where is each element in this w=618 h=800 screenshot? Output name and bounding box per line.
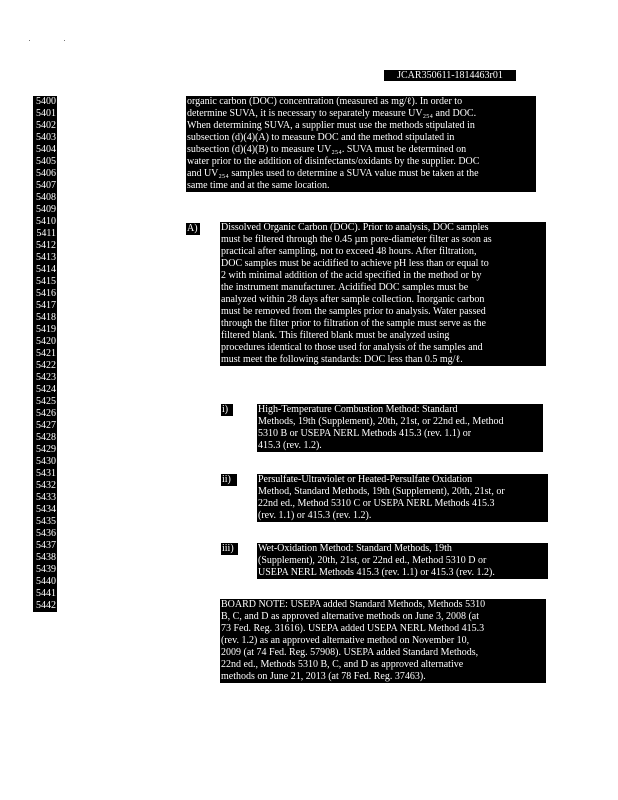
text-line: Persulfate-Ultraviolet or Heated-Persulfate Oxidation: [258, 474, 473, 485]
text-line: B, C, and D as approved alternative methods on June 3, 2008 (at: [221, 611, 479, 622]
line-number: 5417: [33, 300, 57, 312]
line-number: 5423: [33, 372, 57, 384]
line-number: 5421: [33, 348, 57, 360]
text-line: (Supplement), 20th, 21st, or 22nd ed., Method 5310 D or: [258, 555, 487, 566]
text-line: 22nd ed., Methods 5310 B, C, and D as approved alternative: [221, 659, 464, 670]
line-number: 5428: [33, 432, 57, 444]
text-line: 2009 (at 74 Fed. Reg. 57908). USEPA added Standard Methods,: [221, 647, 479, 658]
text-line: (rev. 1.2) as an approved alternative method on November 10,: [221, 635, 470, 646]
line-number: 5410: [33, 216, 57, 228]
text-line: Wet-Oxidation Method: Standard Methods, 19th: [258, 543, 452, 554]
text-line: Method, Standard Methods, 19th (Supplement), 20th, 21st, or: [258, 486, 505, 497]
line-number: 5407: [33, 180, 57, 192]
text-line: filtered blank. This filtered blank must be analyzed using: [221, 330, 450, 341]
line-number: 5425: [33, 396, 57, 408]
line-number: 5413: [33, 252, 57, 264]
text-line: (rev. 1.1) or 415.3 (rev. 1.2).: [258, 510, 372, 521]
text-line: High-Temperature Combustion Method: Standard: [258, 404, 458, 415]
line-number: 5418: [33, 312, 57, 324]
scan-speck: [64, 40, 65, 41]
text-line: must be removed from the samples prior to analysis. Water passed: [221, 306, 486, 317]
line-number: 5402: [33, 120, 57, 132]
item-a-text: [220, 222, 546, 366]
subitem-iii-text: [257, 543, 548, 579]
line-number: 5405: [33, 156, 57, 168]
line-number: 5433: [33, 492, 57, 504]
line-number: 5412: [33, 240, 57, 252]
text-line: subsection (d)(4)(A) to measure DOC and the method stipulated in: [187, 132, 455, 143]
text-line: BOARD NOTE: USEPA added Standard Methods, Methods 5310: [221, 599, 486, 610]
text-line: DOC samples must be acidified to achieve pH less than or equal to: [221, 258, 489, 269]
scan-speck: [29, 40, 30, 41]
line-number: 5419: [33, 324, 57, 336]
text-line: subsection (d)(4)(B) to measure UV₂₅₄. SUVA must be determined on: [187, 144, 467, 155]
line-number: 5414: [33, 264, 57, 276]
line-number: 5426: [33, 408, 57, 420]
line-number: 5432: [33, 480, 57, 492]
line-number: 5435: [33, 516, 57, 528]
text-line: 5310 B or USEPA NERL Methods 415.3 (rev. 1.1) or: [258, 428, 472, 439]
line-number: 5427: [33, 420, 57, 432]
text-line: analyzed within 28 days after sample collection. Inorganic carbon: [221, 294, 485, 305]
subitem-ii-text: [257, 474, 548, 522]
line-number: 5440: [33, 576, 57, 588]
text-line: Dissolved Organic Carbon (DOC). Prior to analysis, DOC samples: [221, 222, 489, 233]
subitem-i-label: i): [221, 404, 233, 416]
line-number: 5406: [33, 168, 57, 180]
line-number: 5424: [33, 384, 57, 396]
line-number: 5439: [33, 564, 57, 576]
text-line: water prior to the addition of disinfectants/oxidants by the supplier. DOC: [187, 156, 480, 167]
text-line: 73 Fed. Reg. 31616). USEPA added USEPA NERL Method 415.3: [221, 623, 485, 634]
line-number: 5411: [33, 228, 57, 240]
line-number: 5420: [33, 336, 57, 348]
line-number: 5403: [33, 132, 57, 144]
text-line: procedures identical to those used for analysis of the samples and: [221, 342, 483, 353]
line-number: 5430: [33, 456, 57, 468]
line-number: 5422: [33, 360, 57, 372]
line-number: 5431: [33, 468, 57, 480]
text-line: practical after sampling, not to exceed 48 hours. After filtration,: [221, 246, 477, 257]
text-line: determine SUVA, it is necessary to separately measure UV₂₅₄ and DOC.: [187, 108, 477, 119]
text-line: same time and at the same location.: [187, 180, 330, 191]
text-line: When determining SUVA, a supplier must use the methods stipulated in: [187, 120, 475, 131]
line-number: 5429: [33, 444, 57, 456]
paragraph-intro: [186, 96, 536, 192]
text-line: the instrument manufacturer. Acidified DOC samples must be: [221, 282, 469, 293]
text-line: through the filter prior to filtration of the sample must serve as the: [221, 318, 486, 329]
line-number: 5401: [33, 108, 57, 120]
line-number: 5404: [33, 144, 57, 156]
line-number: 5409: [33, 204, 57, 216]
text-line: Methods, 19th (Supplement), 20th, 21st, or 22nd ed., Method: [258, 416, 504, 427]
item-a-label: A): [186, 223, 200, 235]
subitem-iii-label: iii): [221, 543, 238, 555]
text-line: and UV₂₅₄ samples used to determine a SUVA value must be taken at the: [187, 168, 479, 179]
text-line: must meet the following standards: DOC less than 0.5 mg/ℓ.: [221, 354, 463, 365]
line-number: 5441: [33, 588, 57, 600]
line-number: 5437: [33, 540, 57, 552]
line-number: 5416: [33, 288, 57, 300]
line-number: 5436: [33, 528, 57, 540]
text-line: methods on June 21, 2013 (at 78 Fed. Reg. 37463).: [221, 671, 426, 682]
line-number: 5400: [33, 96, 57, 108]
line-number: 5408: [33, 192, 57, 204]
board-note: [220, 599, 546, 683]
document-id: JCAR350611-1814463r01: [384, 70, 516, 81]
line-number: 5442: [33, 600, 57, 612]
line-number: 5434: [33, 504, 57, 516]
subitem-ii-label: ii): [221, 474, 237, 486]
subitem-i-text: [257, 404, 543, 452]
text-line: 2 with minimal addition of the acid specified in the method or by: [221, 270, 482, 281]
text-line: 415.3 (rev. 1.2).: [258, 440, 322, 451]
text-line: USEPA NERL Methods 415.3 (rev. 1.1) or 415.3 (rev. 1.2).: [258, 567, 495, 578]
text-line: must be filtered through the 0.45 µm pore-diameter filter as soon as: [221, 234, 492, 245]
line-number: 5438: [33, 552, 57, 564]
text-line: organic carbon (DOC) concentration (measured as mg/ℓ). In order to: [187, 96, 463, 107]
line-number-column: [33, 96, 57, 612]
text-line: 22nd ed., Method 5310 C or USEPA NERL Methods 415.3: [258, 498, 495, 509]
line-number: 5415: [33, 276, 57, 288]
